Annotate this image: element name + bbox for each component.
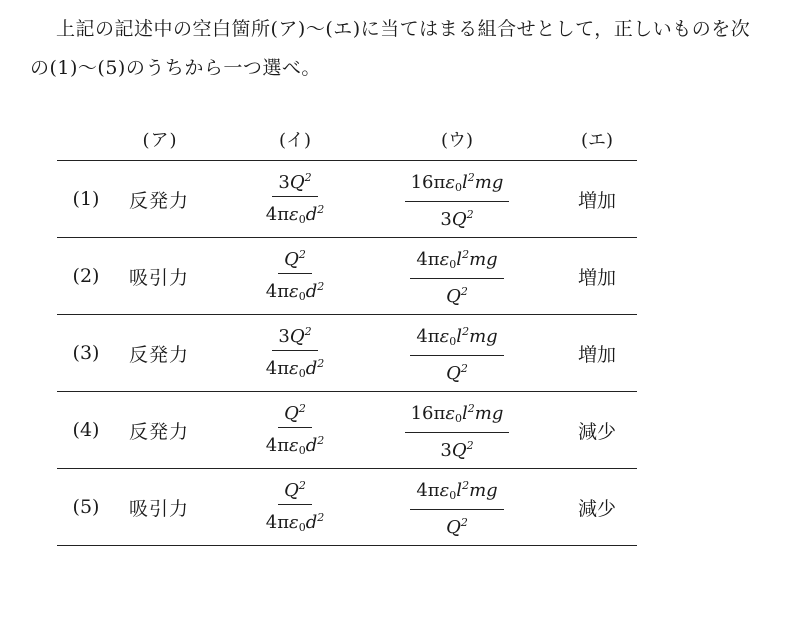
- exponent: 2: [467, 171, 475, 184]
- numerator: $4\pi\varepsilon_0l^2mg$: [410, 319, 503, 356]
- table-row: [57, 238, 637, 315]
- change-type: 増加: [577, 266, 616, 289]
- coefficient: 16π: [410, 403, 446, 424]
- coefficient: 4π: [265, 435, 290, 456]
- formula-i: [235, 469, 355, 545]
- table-body: [57, 161, 637, 546]
- denominator: $4\pi\varepsilon_0d^2$: [265, 280, 325, 303]
- formula-i: [235, 315, 355, 391]
- exponent: 2: [462, 325, 470, 338]
- header-u: (ウ): [440, 130, 474, 151]
- exponent: 2: [460, 362, 468, 375]
- denominator: $4\pi\varepsilon_0d^2$: [265, 511, 325, 534]
- force-type: 吸引力: [129, 497, 190, 520]
- denominator: $3Q^2$: [440, 208, 474, 230]
- question-line-2: の(1)～(5)のうちから一つ選べ。: [30, 57, 321, 79]
- force-type: 反発力: [129, 343, 190, 366]
- subscript: 0: [298, 521, 306, 534]
- choice-number: (5): [72, 496, 100, 518]
- table-row: [57, 161, 637, 238]
- denominator: $Q^2$: [446, 362, 468, 384]
- subscript: 0: [298, 290, 306, 303]
- force-type: 吸引力: [129, 266, 190, 289]
- coefficient: 4π: [265, 358, 290, 379]
- header-e: (エ): [580, 130, 614, 151]
- coefficient: 4π: [416, 480, 440, 501]
- formula-u: [387, 469, 527, 545]
- coefficient: 4π: [416, 326, 440, 347]
- exponent: 2: [317, 280, 325, 293]
- exponent: 2: [304, 325, 312, 338]
- change-type: 増加: [577, 343, 616, 366]
- exponent: 2: [298, 402, 306, 415]
- exponent: 2: [467, 402, 475, 415]
- denominator: $4\pi\varepsilon_0d^2$: [265, 434, 325, 457]
- numerator: $3Q^2$: [272, 165, 317, 197]
- choice-number: (2): [72, 265, 100, 287]
- subscript: 0: [298, 213, 306, 226]
- formula-i: [235, 392, 355, 468]
- coefficient: 3: [278, 326, 290, 347]
- exponent: 2: [460, 516, 468, 529]
- numerator: $3Q^2$: [272, 319, 317, 351]
- numerator: $4\pi\varepsilon_0l^2mg$: [410, 473, 503, 510]
- numerator: $4\pi\varepsilon_0l^2mg$: [410, 242, 503, 279]
- exponent: 2: [298, 479, 306, 492]
- exponent: 2: [317, 203, 325, 216]
- exponent: 2: [462, 479, 470, 492]
- coefficient: 4π: [416, 249, 440, 270]
- fraction-i: [260, 473, 331, 541]
- question-text: [30, 10, 775, 88]
- fraction-u: [410, 242, 503, 310]
- numerator: $16\pi\varepsilon_0l^2mg$: [405, 165, 510, 202]
- choice-number: (1): [72, 188, 100, 210]
- formula-u: [387, 238, 527, 314]
- fraction-u: [410, 319, 503, 387]
- table-row: [57, 392, 637, 469]
- exponent: 2: [462, 248, 470, 261]
- subscript: 0: [455, 181, 463, 194]
- exponent: 2: [466, 208, 474, 221]
- formula-u: [387, 315, 527, 391]
- fraction-i: [260, 319, 331, 387]
- denominator: $3Q^2$: [440, 439, 474, 461]
- question-line-1: 上記の記述中の空白箇所(ア)～(エ)に当てはまる組合せとして，正しいものを次: [56, 18, 751, 40]
- table-row: [57, 469, 637, 546]
- exponent: 2: [466, 439, 474, 452]
- denominator: $4\pi\varepsilon_0d^2$: [265, 203, 325, 226]
- subscript: 0: [449, 335, 457, 348]
- choice-number: (4): [72, 419, 100, 441]
- numerator: $Q^2$: [278, 396, 312, 428]
- force-type: 反発力: [129, 189, 190, 212]
- denominator: $Q^2$: [446, 285, 468, 307]
- change-type: 減少: [577, 497, 616, 520]
- fraction-i: [260, 396, 331, 464]
- subscript: 0: [455, 412, 463, 425]
- numerator: $16\pi\varepsilon_0l^2mg$: [405, 396, 510, 433]
- coefficient: 4π: [265, 512, 290, 533]
- coefficient: 16π: [410, 172, 446, 193]
- coefficient: 4π: [265, 204, 290, 225]
- fraction-u: [405, 165, 510, 233]
- formula-u: [387, 161, 527, 237]
- header-a: (ア): [142, 130, 178, 151]
- change-type: 減少: [577, 420, 616, 443]
- numerator: $Q^2$: [278, 242, 312, 274]
- exponent: 2: [317, 434, 325, 447]
- fraction-i: [260, 165, 331, 233]
- exponent: 2: [317, 357, 325, 370]
- numerator: $Q^2$: [278, 473, 312, 505]
- choice-number: (3): [72, 342, 100, 364]
- subscript: 0: [449, 258, 457, 271]
- fraction-u: [410, 473, 503, 541]
- denominator: $4\pi\varepsilon_0d^2$: [265, 357, 325, 380]
- exponent: 2: [317, 511, 325, 524]
- header-i: (イ): [278, 130, 312, 151]
- subscript: 0: [298, 444, 306, 457]
- coefficient: 4π: [265, 281, 290, 302]
- coefficient: 3: [278, 172, 290, 193]
- formula-u: [387, 392, 527, 468]
- coefficient: 3: [440, 440, 452, 461]
- formula-i: [235, 238, 355, 314]
- table-header: [57, 118, 637, 161]
- exponent: 2: [304, 171, 312, 184]
- denominator: $Q^2$: [446, 516, 468, 538]
- change-type: 増加: [577, 189, 616, 212]
- fraction-i: [260, 242, 331, 310]
- subscript: 0: [298, 367, 306, 380]
- coefficient: 3: [440, 209, 452, 230]
- subscript: 0: [449, 489, 457, 502]
- table-row: [57, 315, 637, 392]
- exponent: 2: [460, 285, 468, 298]
- force-type: 反発力: [129, 420, 190, 443]
- formula-i: [235, 161, 355, 237]
- fraction-u: [405, 396, 510, 464]
- answer-table: [57, 118, 637, 546]
- exponent: 2: [298, 248, 306, 261]
